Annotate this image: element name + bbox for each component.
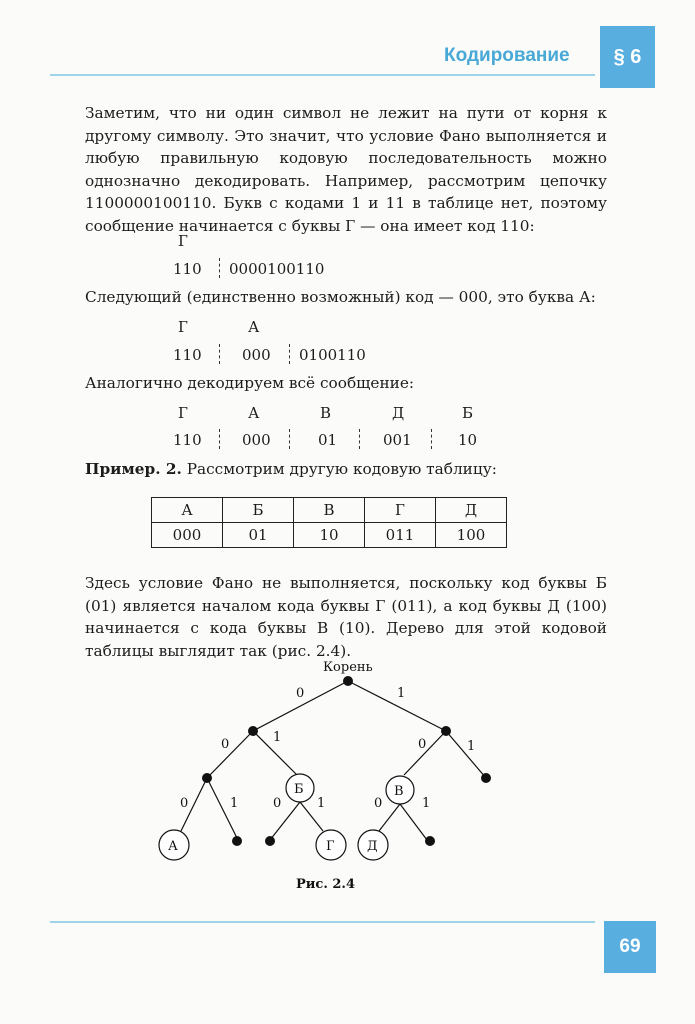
tree-node (441, 726, 451, 736)
tree-letter-v: В (394, 784, 404, 799)
intro-paragraph: Заметим, что ни один символ не лежит на пути от корня к другому символу. Это значит, что условие Фано выполняется и любую правильную кодовую последовательность можно однозначно декодировать. Например, рассмотрим цепочку 1100000100110. Букв с кодами 1 и 11 в таблице нет, поэтому сообщение начинается с буквы Г — она имеет код 110: (85, 104, 607, 235)
tree-node-root (343, 676, 353, 686)
step3-code: 110 (173, 431, 202, 449)
step3-code: 000 (242, 431, 271, 449)
tree-node (425, 836, 435, 846)
edge-label: 1 (467, 739, 476, 754)
figure-caption: Рис. 2.4 (296, 877, 356, 892)
step2-code: 000 (242, 346, 271, 364)
step2-letter: А (248, 318, 260, 336)
step3-letter: Д (392, 404, 405, 422)
table-cell: 000 (152, 523, 223, 548)
tree-root-label: Корень (323, 660, 373, 675)
tree-edge (446, 731, 486, 778)
step3-letter: Б (462, 404, 474, 422)
example-label: Пример. 2. (85, 460, 182, 478)
table-cell: 100 (436, 523, 507, 548)
edge-label: 1 (422, 796, 431, 811)
step2-letter: Г (178, 318, 188, 336)
step1-code: 0000100110 (229, 260, 325, 278)
step1-code: 110 (173, 260, 202, 278)
section-tab: § 6 (600, 26, 655, 88)
table-cell: А (152, 498, 223, 523)
header-title: Кодирование (444, 45, 570, 66)
edge-label: 0 (374, 796, 383, 811)
edge-label: 0 (296, 686, 305, 701)
tree-node (232, 836, 242, 846)
tree-letter-a: А (168, 839, 178, 854)
edge-label: 0 (180, 796, 189, 811)
tree-letter-b: Б (294, 782, 304, 797)
tree-node (265, 836, 275, 846)
table-cell: 011 (365, 523, 436, 548)
edge-label: 0 (418, 737, 427, 752)
tree-letter-g: Г (326, 839, 335, 854)
table-cell: Б (223, 498, 294, 523)
tree-node (202, 773, 212, 783)
step2-code: 110 (173, 346, 202, 364)
footer-line (50, 921, 595, 923)
table-cell: В (294, 498, 365, 523)
step3-code: 10 (458, 431, 478, 449)
table-cell: Д (436, 498, 507, 523)
next-paragraph: Следующий (единственно возможный) код — 000, это буква А: (85, 288, 596, 306)
edge-label: 0 (221, 737, 230, 752)
fano-paragraph: Здесь условие Фано не выполняется, поскольку код буквы Б (01) является началом кода буквы Г (011), а код буквы Д (100) начинается с кода буквы В (10). Дерево для этой кодовой таблицы выглядит так (рис. 2.4). (85, 574, 607, 660)
step3-code: 001 (383, 431, 412, 449)
edge-label: 1 (273, 730, 282, 745)
edge-label: 1 (317, 796, 326, 811)
tree-letter-d: Д (367, 839, 378, 854)
step3-letter: В (320, 404, 332, 422)
edge-label: 1 (230, 796, 239, 811)
table-cell: 10 (294, 523, 365, 548)
step1-letter: Г (178, 232, 188, 250)
edge-label: 0 (273, 796, 282, 811)
tree-node (248, 726, 258, 736)
table-cell: Г (365, 498, 436, 523)
edge-label: 1 (397, 686, 406, 701)
step3-letter: Г (178, 404, 188, 422)
step3-letter: А (248, 404, 260, 422)
example-text: Рассмотрим другую кодовую таблицу: (181, 460, 497, 478)
step2-code: 0100110 (299, 346, 366, 364)
tree-node (481, 773, 491, 783)
tree-edge (207, 731, 253, 778)
similar-paragraph: Аналогично декодируем всё сообщение: (85, 374, 415, 392)
page-number: 69 (604, 921, 656, 973)
table-cell: 01 (223, 523, 294, 548)
step3-code: 01 (318, 431, 338, 449)
